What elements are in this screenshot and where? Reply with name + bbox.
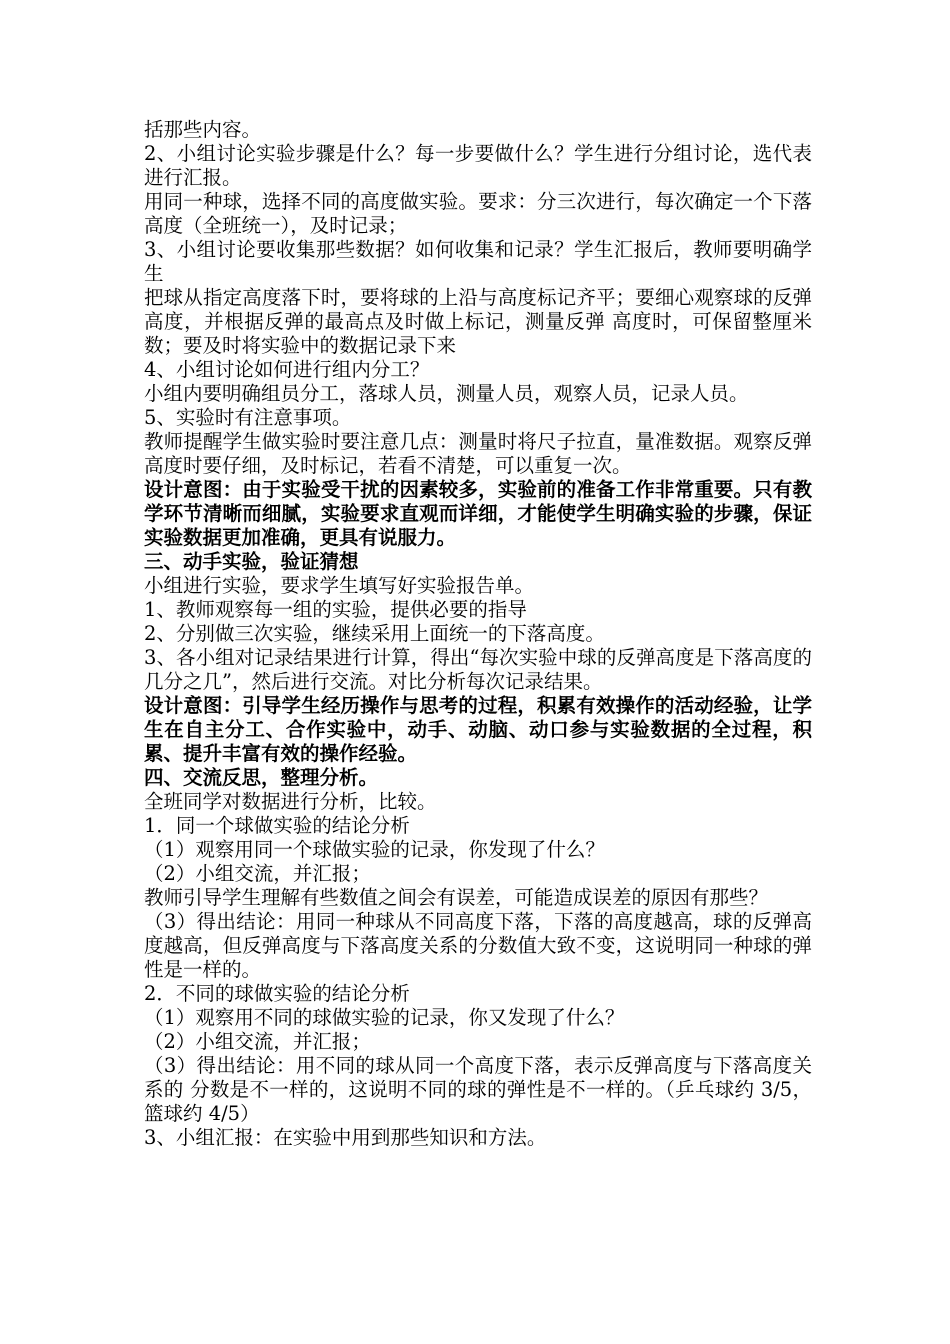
paragraph-9: 教师提醒学生做实验时要注意几点：测量时将尺子拉直，量准数据。观察反弹高度时要仔细，及时标记，若看不清楚，可以重复一次。	[144, 430, 812, 477]
paragraph-4: 3、小组讨论要收集那些数据？如何收集和记录？学生汇报后，教师要明确学生	[144, 238, 812, 285]
paragraph-14: 2、分别做三次实验，继续采用上面统一的下落高度。	[144, 622, 605, 645]
paragraph-7: 小组内要明确组员分工，落球人员，测量人员，观察人员，记录人员。	[144, 382, 749, 405]
paragraph-5: 把球从指定高度落下时，要将球的上沿与高度标记齐平；要细心观察球的反弹高度，并根据反弹的最高点及时做上标记，测量反弹 高度时，可保留整厘米数；要及时将实验中的数据记录下来	[144, 286, 812, 357]
design-intent-1: 设计意图：由于实验受干扰的因素较多，实验前的准备工作非常重要。只有教学环节清晰而细腻，实验要求直观而详细，才能使学生明确实验的步骤，保证实验数据更加准确，更具有说服力。	[144, 478, 812, 549]
paragraph-18: 全班同学对数据进行分析，比较。	[144, 790, 437, 813]
paragraph-28: 3、小组汇报：在实验中用到那些知识和方法。	[144, 1126, 547, 1149]
paragraph-23: （3）得出结论：用同一种球从不同高度下落，下落的高度越高，球的反弹高度越高，但反弹高度与下落高度关系的分数值大致不变，这说明同一种球的弹性是一样的。	[144, 910, 812, 981]
document-page	[144, 118, 812, 1150]
paragraph-21: （2）小组交流，并汇报；	[144, 862, 371, 885]
paragraph-19: 1．同一个球做实验的结论分析	[144, 814, 410, 837]
paragraph-25: （1）观察用不同的球做实验的记录，你又发现了什么？	[144, 1006, 625, 1029]
paragraph-15: 3、各小组对记录结果进行计算，得出“每次实验中球的反弹高度是下落高度的几分之几”，然后进行交流。对比分析每次记录结果。	[144, 646, 812, 693]
paragraph-13: 1、教师观察每一组的实验，提供必要的指导	[144, 598, 527, 621]
paragraph-12: 小组进行实验，要求学生填写好实验报告单。	[144, 574, 535, 597]
section-heading-4: 四、交流反思，整理分析。	[144, 766, 379, 789]
section-heading-3: 三、动手实验，验证猜想	[144, 550, 359, 573]
paragraph-8: 5、实验时有注意事项。	[144, 406, 352, 429]
paragraph-26: （2）小组交流，并汇报；	[144, 1030, 371, 1053]
paragraph-6: 4、小组讨论如何进行组内分工？	[144, 358, 430, 381]
paragraph-24: 2．不同的球做实验的结论分析	[144, 982, 410, 1005]
paragraph-2: 2、小组讨论实验步骤是什么？每一步要做什么？学生进行分组讨论，选代表进行汇报。	[144, 142, 812, 189]
paragraph-1: 括那些内容。	[144, 118, 262, 141]
paragraph-27: （3）得出结论：用不同的球从同一个高度下落，表示反弹高度与下落高度关系的 分数是不一样的，这说明不同的球的弹性是不一样的。（乒乓球约 3/5，篮球约 4/5）	[144, 1054, 812, 1125]
design-intent-2: 设计意图：引导学生经历操作与思考的过程，积累有效操作的活动经验，让学生在自主分工、合作实验中，动手、动脑、动口参与实验数据的全过程，积累、提升丰富有效的操作经验。	[144, 694, 812, 765]
paragraph-22: 教师引导学生理解有些数值之间会有误差，可能造成误差的原因有那些？	[144, 886, 769, 909]
paragraph-20: （1）观察用同一个球做实验的记录，你发现了什么？	[144, 838, 605, 861]
paragraph-3: 用同一种球，选择不同的高度做实验。要求：分三次进行，每次确定一个下落高度（全班统一），及时记录；	[144, 190, 812, 237]
